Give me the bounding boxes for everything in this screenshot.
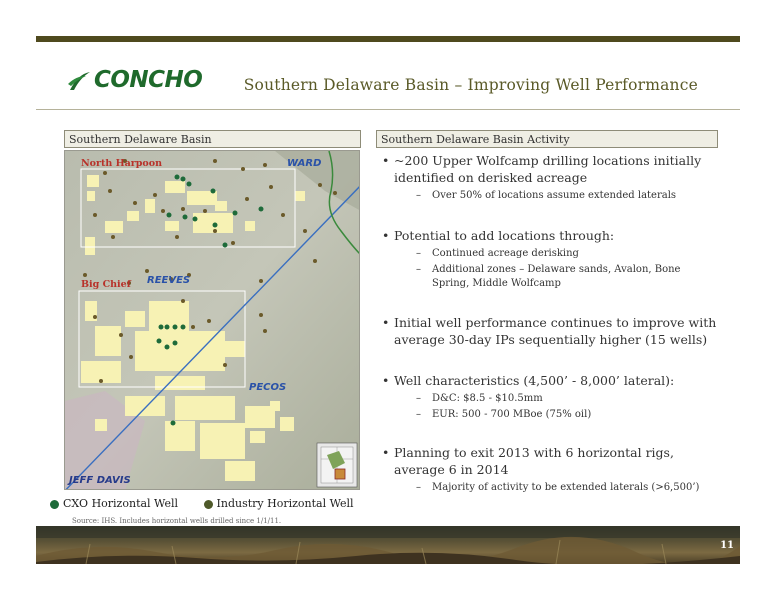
- bullet-3: [382, 314, 718, 348]
- sub-dash-icon: –: [416, 264, 421, 275]
- slide-title: Southern Delaware Basin – Improving Well Performance: [243, 76, 698, 94]
- sub-bullet-2-1: [416, 247, 696, 261]
- bullet-dot-icon: •: [382, 315, 390, 330]
- sub-dash-icon: –: [416, 248, 421, 259]
- industry-well-dot-icon: [204, 500, 213, 509]
- concho-logo: [68, 66, 208, 96]
- map-panel-header: Southern Delaware Basin: [64, 130, 361, 148]
- page-number: 11: [720, 540, 734, 551]
- bullet-dot-icon: •: [382, 445, 390, 460]
- sub-bullet-4-1: [416, 392, 696, 406]
- sub-dash-icon: –: [416, 482, 421, 493]
- sub-dash-icon: –: [416, 409, 421, 420]
- top-accent-bar: [36, 36, 740, 42]
- legend-cxo-well: [50, 497, 178, 510]
- sub-bullet-1-1: [416, 189, 696, 203]
- basin-map: [64, 150, 360, 490]
- bullet-5-text: Planning to exit 2013 with 6 horizontal rigs, average 6 in 2014: [394, 445, 674, 477]
- source-note: Source: IHS. Includes horizontal wells drilled since 1/1/11.: [72, 517, 282, 525]
- map-label-ward: WARD: [287, 158, 322, 169]
- bullet-2-text: Potential to add locations through:: [394, 228, 615, 243]
- legend-industry-label: Industry Horizontal Well: [216, 497, 354, 510]
- bullet-1-text: ~200 Upper Wolfcamp drilling locations initially identified on derisked acreage: [394, 153, 702, 185]
- sub-bullet-4-2: [416, 408, 696, 422]
- activity-panel-header: Southern Delaware Basin Activity: [376, 130, 718, 148]
- bullet-1: [382, 152, 718, 186]
- sub-bullet-2-1-text: Continued acreage derisking: [432, 248, 579, 259]
- title-divider: [36, 109, 740, 110]
- sub-bullet-4-2-text: EUR: 500 - 700 MBoe (75% oil): [432, 409, 592, 420]
- sub-dash-icon: –: [416, 190, 421, 201]
- bullet-dot-icon: •: [382, 153, 390, 168]
- sub-bullet-2-2: [416, 263, 696, 291]
- bullet-dot-icon: •: [382, 373, 390, 388]
- bullet-5: [382, 444, 718, 478]
- legend-industry-well: [204, 497, 354, 510]
- map-label-big-chief: Big Chief: [81, 279, 131, 290]
- sub-bullet-2-2-text: Additional zones – Delaware sands, Avalon, Bone Spring, Middle Wolfcamp: [432, 264, 681, 289]
- bullet-3-text: Initial well performance continues to improve with average 30-day IPs sequentially higher (15 wells): [394, 315, 717, 347]
- map-label-north-harpoon: North Harpoon: [81, 158, 162, 169]
- legend-cxo-label: CXO Horizontal Well: [63, 497, 179, 510]
- bullet-4: [382, 372, 718, 389]
- cxo-well-dot-icon: [50, 500, 59, 509]
- bullet-2: [382, 227, 718, 244]
- sub-bullet-5-1: [416, 481, 716, 495]
- bullet-4-text: Well characteristics (4,500’ - 8,000’ lateral):: [394, 373, 675, 388]
- map-label-jeff-davis: JEFF DAVIS: [69, 475, 131, 486]
- map-legend: [50, 497, 376, 510]
- sub-bullet-4-1-text: D&C: $8.5 - $10.5mm: [432, 393, 543, 404]
- footer-landscape-photo: [36, 526, 740, 564]
- logo-swoosh-icon: [68, 70, 92, 92]
- sub-bullet-5-1-text: Majority of activity to be extended laterals (>6,500’): [432, 482, 700, 493]
- sub-dash-icon: –: [416, 393, 421, 404]
- map-label-reeves: REEVES: [147, 275, 191, 286]
- map-label-pecos: PECOS: [249, 382, 287, 393]
- locator-inset-map: [317, 443, 357, 487]
- logo-text: CONCHO: [94, 67, 203, 93]
- bullet-dot-icon: •: [382, 228, 390, 243]
- sub-bullet-1-1-text: Over 50% of locations assume extended laterals: [432, 190, 677, 201]
